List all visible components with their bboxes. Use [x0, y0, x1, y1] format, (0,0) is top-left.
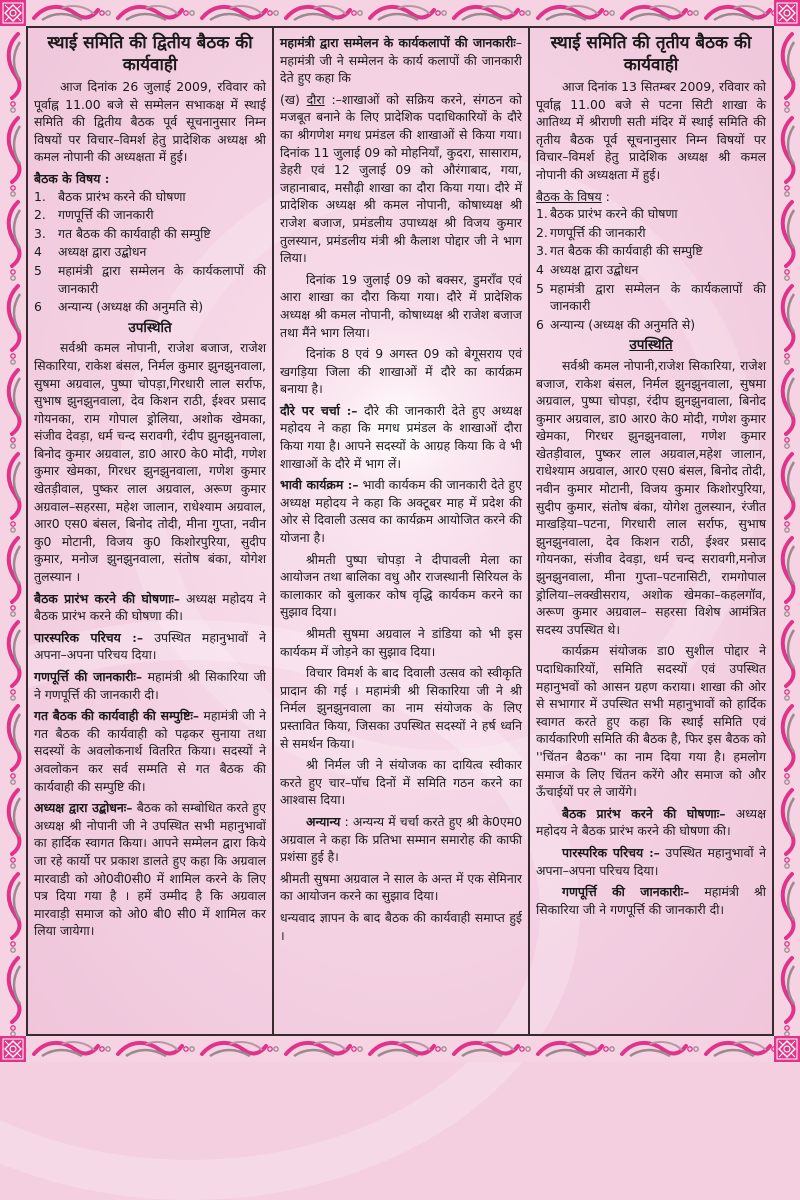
agenda-item: 3. गत बैठक की कार्यवाही की सम्पुष्टि: [34, 225, 211, 241]
section-paragraph: गणपूर्त्ति की जानकारीः– महामंत्री श्री सिकारिया जी ने गणपूर्त्ति की जानकारी दी।: [536, 884, 766, 917]
article-title: स्थाई समिति की द्वितीय बैठक की कार्यवाही: [47, 33, 253, 75]
bottom-floral-border: [26, 1036, 774, 1062]
column-general-secretary-report: [274, 30, 528, 1032]
attendance-heading: उपस्थिति: [128, 319, 172, 336]
daura-paragraph: (ख) दौरा :–शाखाओं को सक्रिय करने, संगठन को मजबूत बनाने के लिए प्रादेशिक पदाधिकारियों के दौरे का श्रीगणेश मगध प्रमंडल की शाखाओं से किया गया। दिनांक 11 जुलाई 09 को मोहनियाँ, कुदरा, सासाराम, डेहरी एवं 12 जुलाई 09 को औरंगाबाद, गया, जहानाबाद, मसौढ़ी शाखा का दौरा किया गया। दौरे में प्रादेशिक अध्यक्ष श्री कमल नोपानी, कोषाध्यक्ष श्री राजेश बजाज, प्रमंडलीय उपाध्यक्ष श्री विजय कुमार तुलस्यान, प्रमंडलीय मंत्री श्री कैलाश पोद्दार जी ने भाग लिया।: [280, 91, 522, 266]
attendance-list: सर्वश्री कमल नोपानी, राजेश बजाज, राजेश सिकारिया, राकेश बंसल, निर्मल कुमार झुनझुनवाला, सुषमा अग्रवाल, पुष्पा चोपड़ा,गिरधारी लाल सर्राफ, सुभाष झुनझुनवाला, देव किशन राठी, ईश्वर प्रसाद गोयनका, राम गोपाल ड्रोलिया, अशोक खेमका, संजीव देवड़ा, धर्म चन्द सरावगी, रंदीप झुनझुनवाला, बिनोद कुमार अग्रवाल, डा0 आर0 के0 मोदी, गणेश कुमार खेमका, गिरधर झुनझुनवाला, गणेश कुमार खेतड़ीवाल, पुष्कर लाल अग्रवाल, अरूण कुमार अग्रवाल–सहरसा, महेश जालान, राधेश्याम अग्रवाल, आर0 एस0 बंसल, बिनोद तोदी, मीना गुप्ता, नवीन कु0 मोटानी, विजय कु0 किशोरपुरिया, सुदीप कुमार, मनोज झुनझुनवाला, संतोष बंका, योगेश तुलस्यान ।: [34, 340, 266, 585]
corner-knot-icon: [774, 1036, 800, 1062]
suggestion-paragraph: श्रीमती सुषमा अग्रवाल ने साल के अन्त में एक सेमिनार का आयोजन करने का सुझाव दिया।: [280, 870, 522, 904]
floral-vine-border-icon: [26, 1036, 774, 1062]
floral-vine-border-icon: [0, 26, 26, 1036]
agenda-item: 2. गणपूर्त्ति की जानकारी: [536, 224, 646, 240]
agenda-item: 6 अन्यान्य (अध्यक्ष की अनुमति से): [536, 316, 696, 332]
tour-paragraph: दिनांक 19 जुलाई 09 को बक्सर, डुमराँव एवं आरा शाखा का दौरा किया गया। दौरे में प्रादेशिक अध्यक्ष श्री कमल नोपानी, कोषाध्यक्ष श्री राजेश बजाज तथा मैंने भाग लिया।: [280, 271, 522, 340]
article-title: स्थाई समिति की तृतीय बैठक की कार्यवाही: [550, 33, 752, 75]
agenda-heading: बैठक के विषय :: [536, 188, 610, 204]
left-floral-border: [0, 26, 26, 1036]
section-paragraph: गणपूर्त्ति की जानकारीः– महामंत्री श्री सिकारिया जी ने गणपूर्त्ति की जानकारी दी।: [34, 669, 266, 702]
attendance-heading: उपस्थिति: [629, 337, 673, 354]
agenda-item: 6 अन्यान्य (अध्यक्ष की अनुमति से): [34, 299, 204, 315]
agenda-item: 4 अध्यक्ष द्वारा उद्बोधन: [536, 261, 639, 277]
closing-paragraph: धन्यवाद ज्ञापन के बाद बैठक की कार्यवाही समाप्त हुई ।: [280, 909, 522, 943]
corner-knot-icon: [774, 0, 800, 26]
suggestion-paragraph: श्रीमती सुषमा अग्रवाल ने डांडिया को भी इस कार्यकम में जोड़ने का सुझाव दिया।: [280, 626, 522, 659]
decision-paragraph: श्री निर्मल जी ने संयोजक का दायित्व स्वीकार करते हुए चार–पॉच दिनों में समिति गठन करने का आश्वास दिया।: [280, 757, 522, 808]
corner-knot-icon: [0, 0, 26, 26]
section-paragraph: गत बैठक की कार्यवाही की सम्पुष्टिः– महामंत्री जी ने गत बैठक की कार्यवाही को पढ़कर सुनाया तथा सदस्यों के अवलोकनार्थ वितरित किया। सदस्यों ने अवलोकन कर सर्व सम्मति से गत बैठक की कार्यवाही की सम्पुष्टि की।: [34, 708, 267, 794]
agenda-list: [34, 188, 266, 316]
agenda-list: [536, 205, 766, 333]
agenda-item: 3. गत बैठक की कार्यवाही की सम्पुष्टि: [536, 243, 703, 259]
welcome-paragraph: कार्यक्रम संयोजक डा0 सुशील पोद्दार ने पदाधिकारियों, समिति सदस्यों एवं उपस्थित महानुभवों को आसन ग्रहण कराया। शाखा की ओर से सभागार में उपस्थित सभी महानुभावों को हार्दिक स्वागत करते हुए कहा कि स्थाई समिति एवं कार्यकारिणी समिति की बैठक है, फिर इस बैठक को ''चिंतन बैठक'' का नाम दिया गया है। हमलोग समाज के लिए चिंतन करेंगे और समाज को और ऊँचाईयों पर ले जायेंगे।: [536, 643, 766, 800]
section-paragraph: दौरे पर चर्चा :– दौरे की जानकारी देते हुए अध्यक्ष महोदय ने कहा कि मगध प्रमंडल के शाखाओं दौरा किया गया है। आपने सदस्यों के आग्रह किया कि वे भी शाखाओं के दौरे में भाग लें।: [280, 402, 523, 471]
section-paragraph: भावी कार्यक्रम :– भावी कार्यकम की जानकारी देते हुए अध्यक्ष महोदय ने कहा कि अक्टूबर माह में प्रदेश की ओर से दिवाली उत्सव का कार्यक्रम आयोजित करने की योजना है।: [280, 477, 522, 546]
attendance-list: सर्वश्री कमल नोपानी,राजेश सिकारिया, राजेश बजाज, राकेश बंसल, निर्मल झुनझुनवाला, सुषमा अग्रवाल, पुष्पा चोपड़ा, रंदीप झुनझुनवाला, बिनोद कुमार अग्रवाल, डा0 आर0 के0 मोदी, गणेश कुमार खेमका, गिरधर झुनझुनवाला, गणेश कुमार खेतड़ीवाल, पुष्कर लाल अग्रवाल,महेश जालान, राधेश्याम अग्रवाल, आर0 एस0 बंसल, बिनोद तोदी, नवीन कुमार मोटानी, विजय कुमार किशोरपुरिया, सुदीप कुमार, संतोष बंका, योगेश तुलस्यान, रंजीत माखड़िया–पटना, गिरधारी लाल सर्राफ, सुभाष झुनझुनवाला, देव किशन राठी, ईश्वर प्रसाद गोयनका, संजीव देवड़ा, धर्म चन्द सरावगी,मनोज झुनझुनवाला, मीना गुप्ता–पटनासिटी, रामगोपाल ड्रोलिया–लक्खीसराय, अशोक खेमका–कहलगॉव, अरूण कुमार अग्रवाल– सहरसा विशेष आमंत्रित सदस्य उपस्थित थे।: [536, 357, 766, 637]
section-paragraph: अध्यक्ष द्वारा उद्बोधनः– बैठक को सम्बोधित करते हुए अध्यक्ष श्री नोपानी जी ने उपस्थित सभी महानुभावों का हार्दिक स्वागत किया। आपने सम्मेलन द्वारा किये जा रहे कार्यो पर प्रकाश डालते हुए कहा कि अग्रवाल मारवाडी को ओ0वी0सी0 में शामिल करने के लिए पत्र दिया गया है । हमें उम्मीद है कि अग्रवाल मारवाड़ी समाज को ओ0 बी0 सी0 में शामिल कर लिया जायेगा।: [34, 800, 266, 939]
agenda-item: 5 महामंत्री द्वारा सम्मेलन के कार्यकलापों की जानकारी: [536, 280, 766, 314]
agenda-item: 2. गणपूर्त्ति की जानकारी: [34, 207, 154, 223]
right-floral-border: [774, 26, 800, 1036]
floral-vine-border-icon: [26, 0, 774, 26]
column-second-meeting: [28, 30, 272, 1032]
section-paragraph: पारस्परिक परिचय :– उपस्थित महानुभावों ने अपना–अपना परिचय दिया।: [536, 844, 766, 878]
intro-paragraph: आज दिनांक 13 सितम्बर 2009, रविवार को पूर्वाह्न 11.00 बजे से पटना सिटी शाखा के आतिथ्य में श्रीराणी सती मंदिर में स्थाई समिति की तृतीय बैठक पूर्व सूचनानुसार निम्न विषयों पर विचार–विमर्श हेतु प्रादेशिक अध्यक्ष श्री कमल नोपानी की अध्यक्षता में हुई।: [536, 79, 766, 182]
section-paragraph: अन्यान्य : अन्यन्य में चर्चा करते हुए श्री के0एम0 अग्रवाल ने कहा कि प्रतिभा सम्मान समारोह की काफी प्रशंसा हुई है।: [280, 813, 522, 865]
tour-paragraph: दिनांक 8 एवं 9 अगस्त 09 को बेगूसराय एवं खगड़िया जिला की शाखाओं में दौरे का कार्यक्रम बनाया है।: [280, 346, 522, 397]
corner-knot-icon: [0, 1036, 26, 1062]
decision-paragraph: विचार विमर्श के बाद दिवाली उत्सव को स्वीकृति प्रादान की गई । महामंत्री श्री सिकारिया जी ने श्री निर्मल झुनझुनवाला का नाम संयोजक के लिए प्रस्तावित किया, जिसका उपस्थित सदस्यों ने हर्ष ध्वनि से समर्थन किया।: [280, 665, 522, 751]
agenda-item: 1. बैठक प्रारंभ करने की घोषणा: [536, 206, 678, 222]
agenda-item: 5 महामंत्री द्वारा सम्मेलन के कार्यकलापों की जानकारी: [34, 262, 266, 296]
section-paragraph: बैठक प्रारंभ करने की घोषणाः– अध्यक्ष महोदय ने बैठक प्रारंभ करने की घोषणा की।: [34, 590, 267, 624]
column-third-meeting: [530, 30, 772, 1032]
top-floral-border: [26, 0, 774, 26]
section-paragraph: महामंत्री द्वारा सम्मेलन के कार्यकलापों की जानकारीः–महामंत्री जी ने सम्मेलन के कार्य कलापों की जानकारी देते हुए कहा कि: [280, 35, 522, 86]
agenda-heading: बैठक के विषय :: [34, 170, 110, 186]
floral-vine-border-icon: [774, 26, 800, 1036]
suggestion-paragraph: श्रीमती पुष्पा चोपड़ा ने दीपावली मेला का आयोजन तथा बालिका वधु और राजस्थानी सिरियल के कालाकार को बुलाकर कोष वृद्धि कार्यकम करने का सुझाव दिया।: [280, 551, 522, 620]
agenda-item: 1. बैठक प्रारंभ करने की घोषणा: [34, 188, 186, 204]
intro-paragraph: आज दिनांक 26 जुलाई 2009, रविवार को पूर्वाह्न 11.00 बजे से सम्मेलन सभाकक्ष में स्थाई समिति की द्वितीय बैठक पूर्व सूचनानुसार निम्न विषयों पर विचार–विमर्श हेतु प्रादेशिक अध्यक्ष श्री कमल नोपानी की अध्यक्षता में हुई।: [34, 79, 266, 165]
section-paragraph: बैठक प्रारंभ करने की घोषणाः– अध्यक्ष महोदय ने बैठक प्रारंभ करने की घोषणा की।: [536, 805, 766, 839]
agenda-item: 4 अध्यक्ष द्वारा उद्बोधन: [34, 244, 147, 260]
section-paragraph: पारस्परिक परिचय :– उपस्थित महानुभावों ने अपना–अपना परिचय दिया।: [34, 629, 266, 663]
